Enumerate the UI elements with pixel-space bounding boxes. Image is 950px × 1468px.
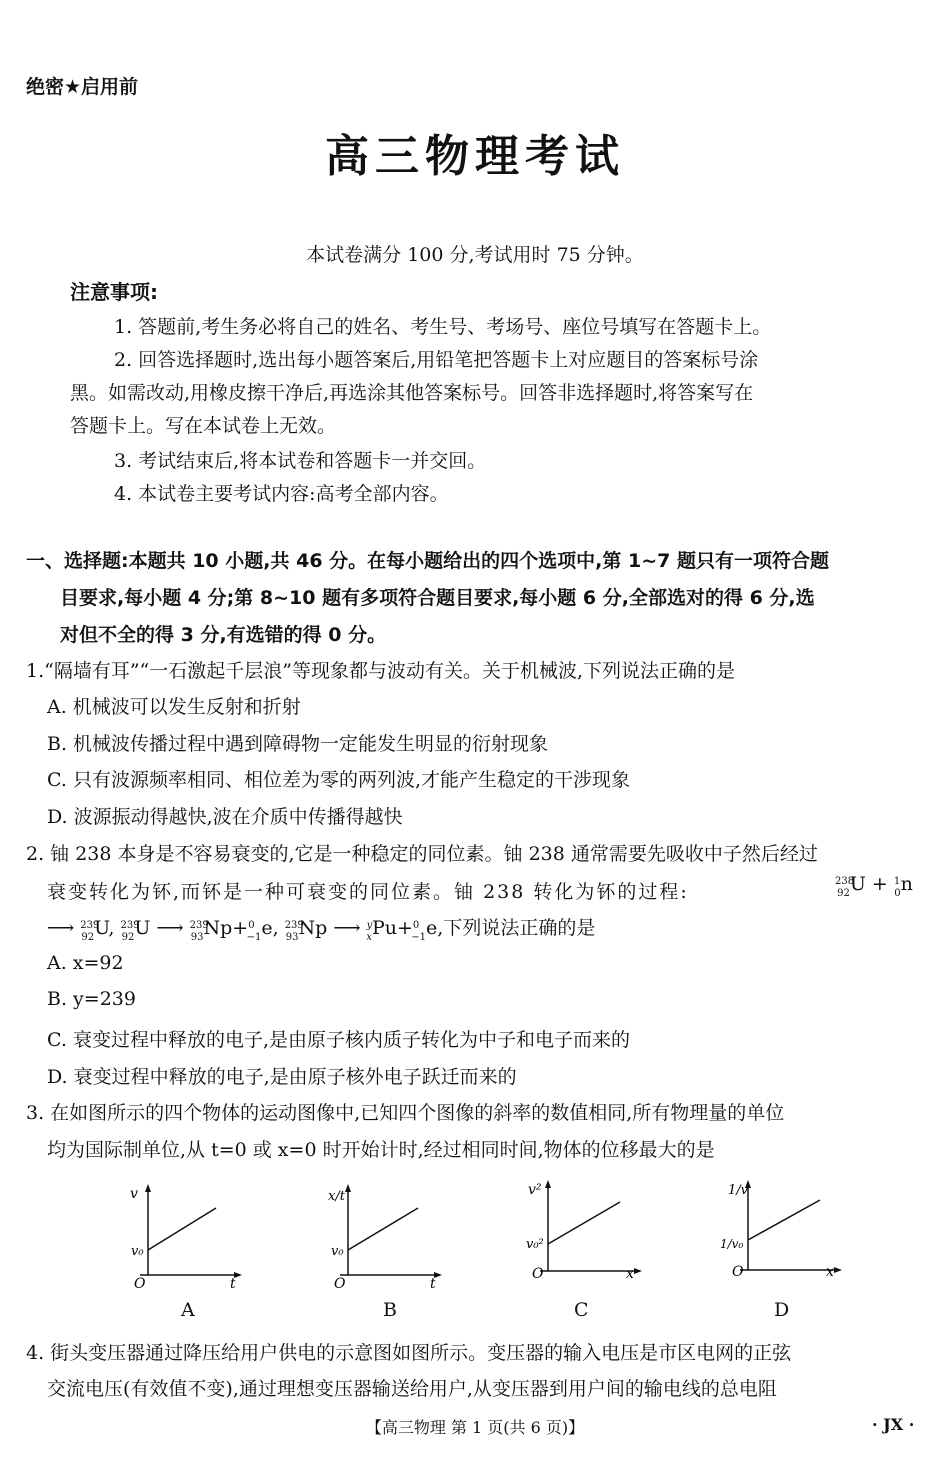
origin-label: O [732,1264,744,1280]
notice-line: 1. 答题前,考生务必将自己的姓名、考生号、考场号、座位号填写在答题卡上。 [114,316,772,338]
graph-caption: D [774,1299,790,1321]
arrow: ⟶ [47,917,75,939]
y-label: v [130,1186,138,1202]
page-title: 高三物理考试 [325,131,625,182]
question-stem: 3. 在如图所示的四个物体的运动图像中,已知四个图像的斜率的数值相同,所有物理量的单位 [26,1102,785,1124]
graph-d [718,1170,858,1289]
option: A. 机械波可以发生反射和折射 [47,696,301,718]
nuclide-symbol: Np [298,917,328,939]
nuclide-symbol: e, [261,917,279,939]
option: C. 只有波源频率相同、相位差为零的两列波,才能产生稳定的干涉现象 [47,769,630,791]
option: D. 波源振动得越快,波在介质中传播得越快 [47,806,403,828]
option: B. 机械波传播过程中遇到障碍物一定能发生明显的衍射现象 [47,733,549,755]
mass-number: 1 [893,876,901,887]
plus-sign: + [871,873,888,895]
graph-c [518,1176,658,1290]
notice-line: 黑。如需改动,用橡皮擦干净后,再选涂其他答案标号。回答非选择题时,将答案写在 [70,382,754,404]
question-stem: 4. 街头变压器通过降压给用户供电的示意图如图所示。变压器的输入电压是市区电网的正弦 [26,1342,792,1364]
question-stem: 交流电压(有效值不变),通过理想变压器输送给用户,从变压器到用户间的输电线的总电阻 [47,1378,777,1400]
plus-sign: + [232,917,249,939]
charge-number: x [366,932,372,943]
y-label: x/t [328,1189,345,1204]
option: A. x=92 [47,952,124,974]
notice-line: 4. 本试卷主要考试内容:高考全部内容。 [114,483,449,505]
charge-number: 92 [81,932,95,943]
nuclide-symbol: e [426,917,438,939]
exam-info: 本试卷满分 100 分,考试用时 75 分钟。 [306,244,644,266]
x-arrow [634,1268,642,1274]
mass-number: 0 [248,920,255,931]
origin-label: O [532,1266,544,1282]
graph-line [748,1200,820,1240]
x-label: x [826,1264,834,1280]
intercept-label: v₀ [331,1244,344,1259]
nuclide-symbol: U [134,917,151,939]
notice-heading: 注意事项: [70,280,158,304]
equation-part [835,873,913,899]
question-stem: 1.“隔墙有耳”“一石激起千层浪”等现象都与波动有关。关于机械波,下列说法正确的是 [26,660,736,682]
footer-tag: · JX · [872,1415,915,1434]
mass-number: 239 [80,920,100,931]
option: D. 衰变过程中释放的电子,是由原子核外电子跃迁而来的 [47,1066,517,1088]
y-arrow [145,1184,151,1192]
graph-b [318,1180,458,1294]
section-instruction: 目要求,每小题 4 分;第 8~10 题有多项符合题目要求,每小题 6 分,全部选对的得 6 分,选 [60,587,815,609]
x-label: t [230,1276,236,1290]
nuclide-symbol: U, [94,917,115,939]
mass-number: y [366,920,373,931]
x-label: t [430,1276,436,1290]
option: C. 衰变过程中释放的电子,是由原子核内质子转化为中子和电子而来的 [47,1029,630,1051]
notice-line: 3. 考试结束后,将本试卷和答题卡一并交回。 [114,450,487,472]
option: B. y=239 [47,988,136,1010]
mass-number: 238 [835,876,855,887]
y-arrow [345,1184,351,1192]
charge-number: 93 [285,932,299,943]
nuclide-symbol: Pu [371,917,397,939]
graph-line [148,1208,216,1250]
equation-line [47,913,596,943]
mass-number: 239 [189,920,209,931]
page-footer: 【高三物理 第 1 页(共 6 页)】 [365,1418,585,1437]
notice-line: 答题卡上。写在本试卷上无效。 [70,415,337,437]
mass-number: 0 [412,920,420,931]
nuclide-symbol: Np [203,917,233,939]
intercept-label: v₀ [131,1244,144,1259]
charge-number: 92 [121,932,135,943]
charge-number: 0 [894,888,901,899]
question-stem: 衰变转化为钚,而钚是一种可衰变的同位素。铀 238 转化为钚的过程: [47,881,689,903]
x-arrow [834,1267,842,1273]
graph-line [548,1202,620,1244]
graph-line [348,1208,418,1250]
plus-sign: + [396,917,413,939]
mass-number: 239 [120,920,140,931]
nuclide-symbol: U [849,873,866,895]
charge-number: −1 [246,932,262,943]
question-stem: 均为国际制单位,从 t=0 或 x=0 时开始计时,经过相同时间,物体的位移最大的是 [47,1139,715,1161]
section-instruction: 一、选择题:本题共 10 小题,共 46 分。在每小题给出的四个选项中,第 1~7 题只有一项符合题 [26,550,829,572]
graph-caption: B [383,1299,397,1321]
arrow: ⟶ [156,917,184,939]
arrow: ⟶ [333,917,361,939]
charge-number: −1 [411,932,427,943]
origin-label: O [334,1276,346,1290]
nuclide-symbol: n [900,873,913,895]
stem-tail: ,下列说法正确的是 [437,917,596,939]
intercept-label: 1/v₀ [720,1237,744,1251]
y-arrow [545,1180,551,1188]
graph-a [118,1180,258,1294]
graph-caption: A [181,1299,195,1321]
intercept-label: v₀² [526,1237,544,1252]
charge-number: 92 [837,888,850,899]
y-label: v² [528,1182,542,1198]
confidential-mark: 绝密★启用前 [26,76,139,98]
y-label: 1/v [728,1183,748,1198]
x-label: x [626,1266,634,1282]
origin-label: O [134,1276,146,1290]
charge-number: 93 [190,932,204,943]
mass-number: 239 [284,920,304,931]
notice-line: 2. 回答选择题时,选出每小题答案后,用铅笔把答题卡上对应题目的答案标号涂 [114,349,759,371]
section-instruction: 对但不全的得 3 分,有选错的得 0 分。 [60,624,387,646]
graph-caption: C [574,1299,589,1321]
question-stem: 2. 铀 238 本身是不容易衰变的,它是一种稳定的同位素。铀 238 通常需要先吸收中子然后经过 [26,843,818,865]
